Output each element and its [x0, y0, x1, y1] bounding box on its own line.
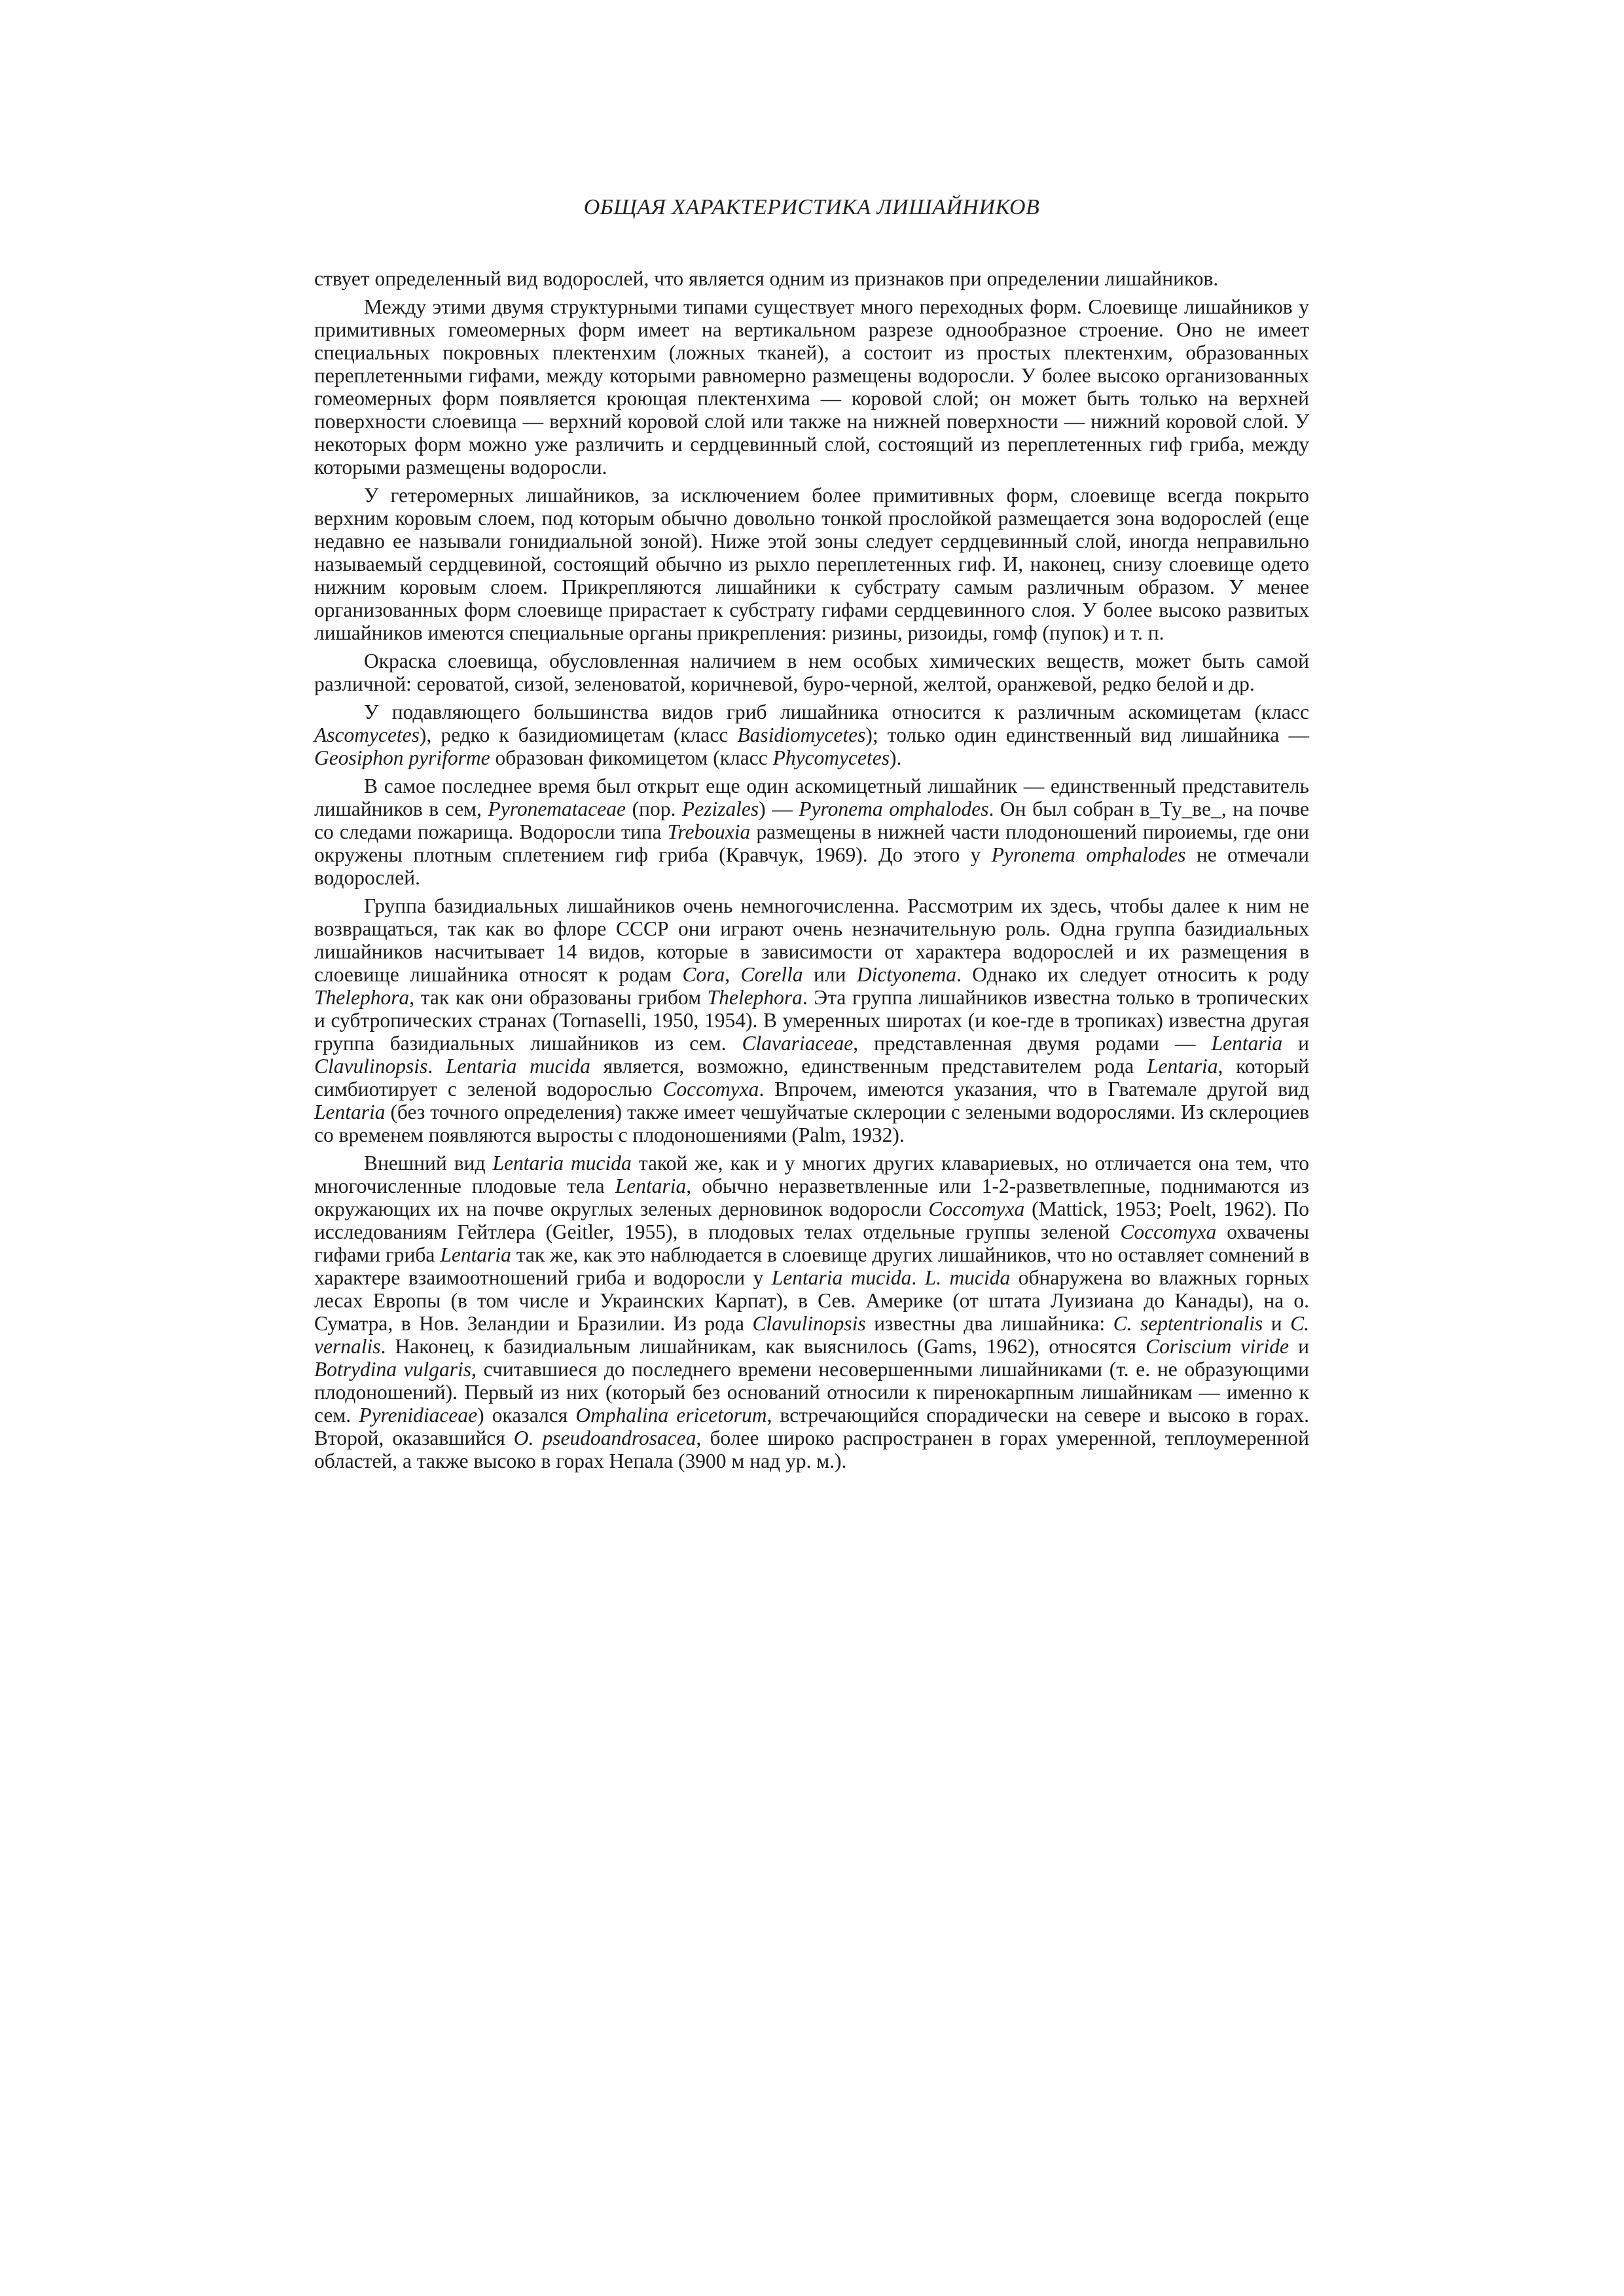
paragraph-1: ствует определенный вид водорослей, что является одним из признаков при определении лишайников.	[314, 267, 1219, 290]
paragraph-8: Внешний вид Lentaria mucida такой же, как и у многих других клавариевых, но отличается она тем, что многочисленные плодовые тела Lentaria, обычно неразветвленные или 1-2-разветвлепные, поднимаются из окружающих их на почве округлых зеленых дерновинок водоросли Coccomyxa (Mattick, 1953; Poelt, 1962). По исследованиям Гейтлера (Geitler, 1955), в плодовых телах отдельные группы зеленой Coccomyxa охвачены гифами гриба Lentaria так же, как это наблюдается в слоевище других лишайников, что но оставляет сомнений в характере взаимоотношений гриба и водоросли у Lentaria mucida. L. mucida обнаружена во влажных горных лесах Европы (в том числе и Украинских Карпат), в Сев. Америке (от штата Луизиана до Канады), на о. Суматра, в Нов. Зеландии и Бразилии. Из рода Clavulinopsis известны два лишайника: C. septentrionalis и C. vernalis. Наконец, к базидиальным лишайникам, как выяснилось (Gams, 1962), относятся Coriscium viride и Botrydina vulgaris, считавшиеся до последнего времени несовершенными лишайниками (т. е. не образующими плодоношений). Первый из них (который без оснований относили к пиренокарпным лишайникам — именно к сем. Pyrenidiaceae) оказался Omphalina ericetorum, встречающийся спорадически на севере и высоко в горах. Второй, оказавшийся O. pseudoandrosacea, более широко распространен в горах умеренной, теплоумеренной областей, а также высоко в горах Непала (3900 м над ур. м.).	[314, 1152, 1310, 1472]
body-text	[314, 267, 1309, 1478]
paragraph-2: Между этими двумя структурными типами существует много переходных форм. Слоевище лишайников у примитивных гомеомерных форм имеет на вертикальном разрезе однообразное строение. Оно не имеет специальных покровных плектенхим (ложных тканей), а состоит из простых плектенхим, образованных переплетенными гифами, между которыми равномерно размещены водоросли. У более высоко организованных гомеомерных форм появляется кроющая плектенхима — коровой слой; он может быть только на верхней поверхности слоевища — верхний коровой слой или также на нижней поверхности — нижний коровой слой. У некоторых форм можно уже различить и сердцевинный слой, состоящий из переплетенных гиф гриба, между которыми размещены водоросли.	[314, 295, 1309, 479]
paragraph-5: У подавляющего большинства видов гриб лишайника относится к различным аскомицетам (класс Ascomycetes), редко к базидиомицетам (класс Basidiomycetes); только один единственный вид лишайника — Geosiphon pyriforme образован фикомицетом (класс Phycomycetes).	[314, 701, 1309, 769]
running-head: ОБЩАЯ ХАРАКТЕРИСТИКА ЛИШАЙНИКОВ	[583, 195, 1040, 219]
paragraph-6: В самое последнее время был открыт еще один аскомицетный лишайник — единственный представитель лишайников в сем, Pyronemataceae (пор. Pezizales) — Pyronema omphalodes. Он был собран в_Ту_ве_, на почве со следами пожарища. Водоросли типа Trebouxia размещены в нижней части плодоношений пироиемы, где они окружены плотным сплетением гиф гриба (Кравчук, 1969). До этого у Pyronema omphalodes не отмечали водорослей.	[314, 774, 1309, 889]
paragraph-4: Окраска слоевища, обусловленная наличием в нем особых химических веществ, может быть самой различной: сероватой, сизой, зеленоватой, коричневой, буро-черной, желтой, оранжевой, редко белой и др.	[314, 649, 1309, 695]
paragraph-3: У гетеромерных лишайников, за исключением более примитивных форм, слоевище всегда покрыто верхним коровым слоем, под которым обычно довольно тонкой прослойкой размещается зона водорослей (еще недавно ее называли гонидиальной зоной). Ниже этой зоны следует сердцевинный слой, иногда неправильно называемый сердцевиной, состоящий обычно из рыхло переплетенных гиф. И, наконец, снизу слоевище одето нижним коровым слоем. Прикрепляются лишайники к субстрату самым различным образом. У менее организованных форм слоевище прирастает к субстрату гифами сердцевинного слоя. У более высоко развитых лишайников имеются специальные органы прикрепления: ризины, ризоиды, гомф (пупок) и т. п.	[314, 484, 1309, 644]
paragraph-7: Группа базидиальных лишайников очень немногочисленна. Рассмотрим их здесь, чтобы далее к ним не возвращаться, так как во флоре СССР они играют очень незначительную роль. Одна группа базидиальных лишайников насчитывает 14 видов, которые в зависимости от характера водорослей и их размещения в слоевище лишайника относят к родам Cora, Corella или Dictyonema. Однако их следует относить к роду Thelephora, так как они образованы грибом Thelephora. Эта группа лишайников известна только в тропических и субтропических странах (Tornaselli, 1950, 1954). В умеренных широтах (и кое-где в тропиках) известна другая группа базидиальных лишайников из сем. Clavariaceae, представленная двумя родами — Lentaria и Clavulinopsis. Lentaria mucida является, возможно, единственным представителем рода Lentaria, который симбиотирует с зеленой водорослью Coccomyxa. Впрочем, имеются указания, что в Гватемале другой вид Lentaria (без точного определения) также имеет чешуйчатые склероции с зелеными водорослями. Из склероциев со временем появляются выросты с плодоношениями (Palm, 1932).	[314, 894, 1310, 1146]
